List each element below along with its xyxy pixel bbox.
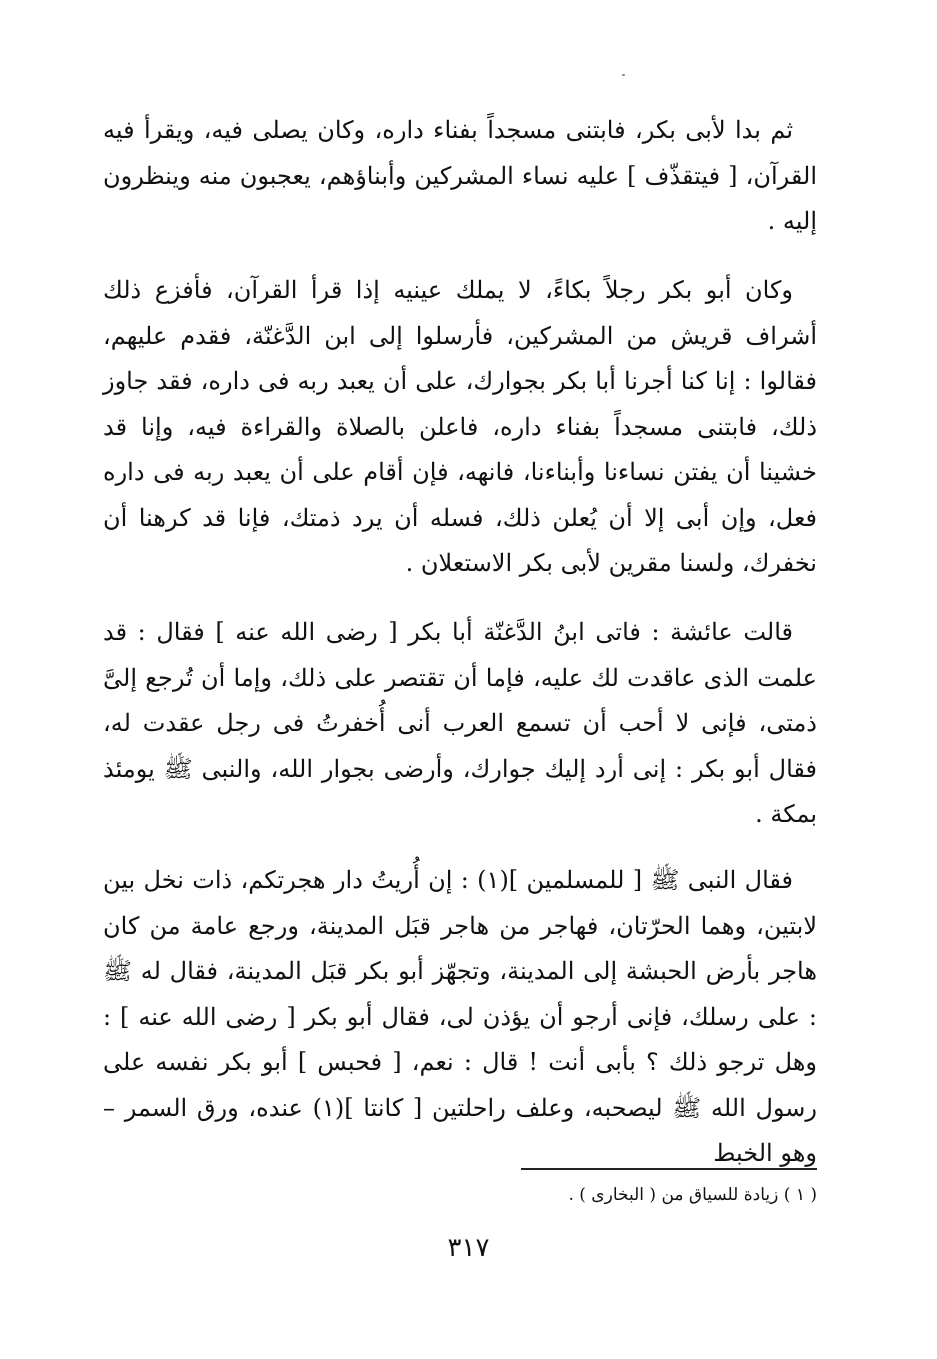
- footnote: ( ١ ) زيادة للسياق من ( البخارى ) .: [568, 1185, 817, 1205]
- paragraph-3-text: قالت عائشة : فاتى ابنُ الدَّغنّة أبا بكر [ رضى الله عنه ] فقال : قد علمت الذى عاقدت لك عليه، فإما أن تقتصر على ذلك، وإما أن تُرجع إلىَّ ذمتى، فإنى لا أحب أن تسمع العرب أنى أُخفرتُ فى رجل عقدت له، فقال أبو بكر : إنى أرد إليك جوارك، وأرضى بجوار الله، والنبى ﷺ يومئذ بمكة .: [103, 618, 817, 828]
- paragraph-3: [103, 610, 817, 838]
- page-number: ٣١٧: [447, 1233, 490, 1263]
- paragraph-2-text: وكان أبو بكر رجلاً بكاءً، لا يملك عينيه إذا قرأ القرآن، فأفزع ذلك أشراف قريش من المشركين، فأرسلوا إلى ابن الدَّغنّة، فقدم عليهم، فقالوا : إنا كنا أجرنا أبا بكر بجوارك، على أن يعبد ربه فى داره، فقد جاوز ذلك، فابتنى مسجداً بفناء داره، فاعلن بالصلاة والقراءة فيه، وإنا قد خشينا أن يفتن نساءنا وأبناءنا، فانهه، فإن أقام على أن يعبد ربه فى داره فعل، وإن أبى إلا أن يُعلن ذلك، فسله أن يرد ذمتك، فإنا قد كرهنا أن نخفرك، ولسنا مقرين لأبى بكر الاستعلان .: [103, 276, 817, 577]
- paragraph-2: [103, 268, 817, 587]
- paragraph-1-text: ثم بدا لأبى بكر، فابتنى مسجداً بفناء داره، وكان يصلى فيه، ويقرأ فيه القرآن، [ فيتقذّف ] عليه نساء المشركين وأبناؤهم، يعجبون منه وينظرون إليه .: [103, 116, 817, 235]
- paragraph-4-text: فقال النبى ﷺ [ للمسلمين ](١) : إن أُريتُ دار هجرتكم، ذات نخل بين لابتين، وهما الحرّتان، فهاجر من هاجر قبَل المدينة، ورجع عامة من كان هاجر بأرض الحبشة إلى المدينة، وتجهّز أبو بكر قبَل المدينة، فقال له ﷺ : على رسلك، فإنى أرجو أن يؤذن لى، فقال أبو بكر [ رضى الله عنه ] : وهل ترجو ذلك ؟ بأبى أنت ! قال : نعم، [ فحبس ] أبو بكر نفسه على رسول الله ﷺ ليصحبه، وعلف راحلتين [ كانتا ](١) عنده، ورق السمر – وهو الخبط: [103, 866, 818, 1167]
- paragraph-1: [103, 108, 817, 245]
- paragraph-4: [103, 858, 817, 1177]
- scan-speck: [622, 74, 625, 76]
- footnote-divider: [521, 1168, 817, 1170]
